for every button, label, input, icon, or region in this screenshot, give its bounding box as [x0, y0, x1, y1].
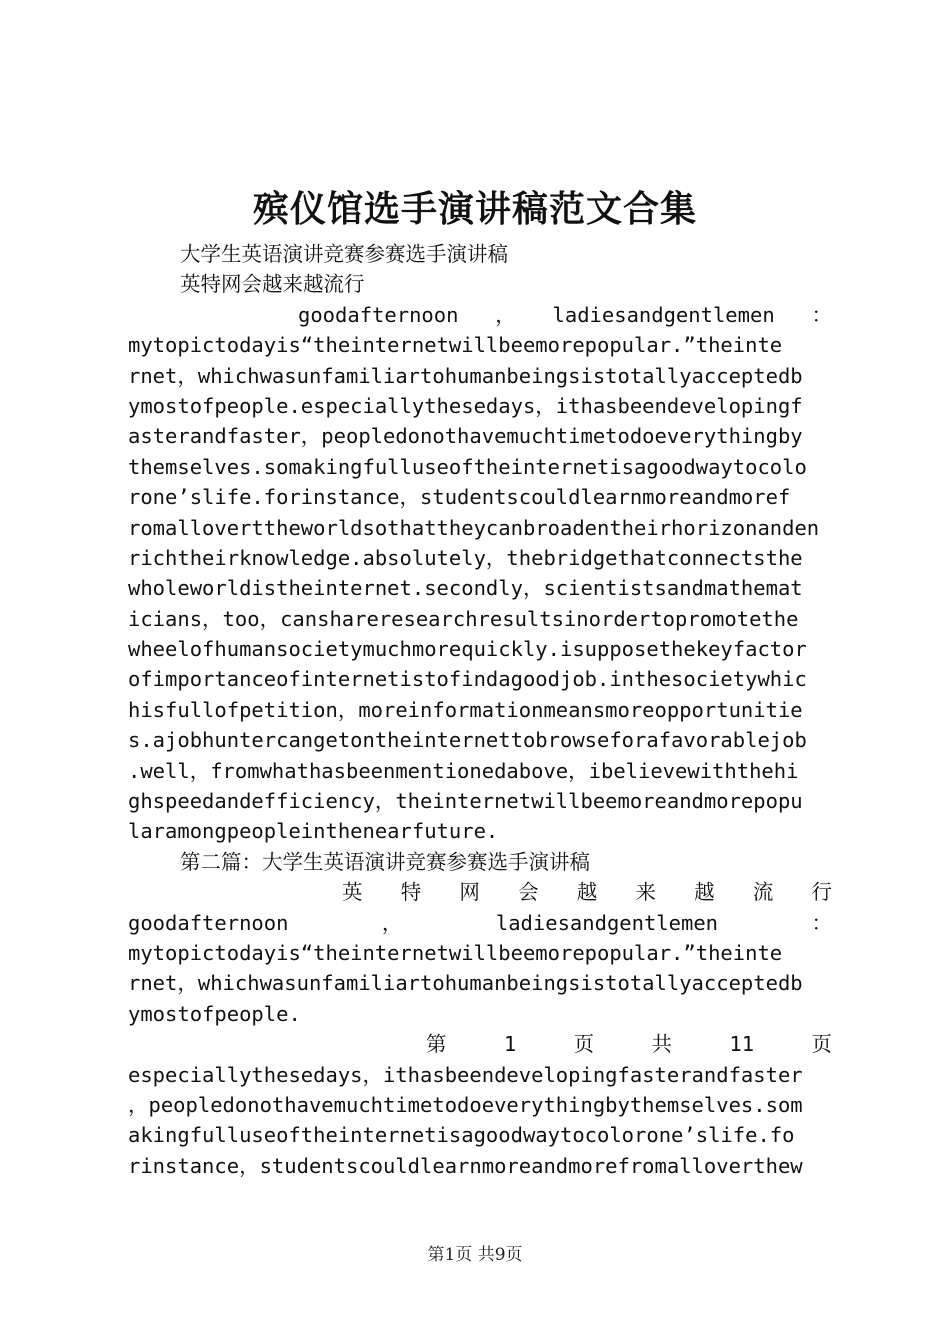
- greeting-part: ：: [811, 302, 832, 327]
- page-mark-part: 11: [729, 1032, 755, 1057]
- spread-char: 越: [694, 880, 715, 905]
- paragraph-line: ymostofpeople.especiallythesedays，ithasbeendevelopingf: [128, 393, 803, 418]
- page-mark-part: 页: [573, 1032, 595, 1057]
- paragraph-line: s.ajobhuntercangetontheinternettobrowseforafavorablejob: [128, 728, 807, 753]
- greeting-part: ，: [381, 910, 403, 935]
- greeting-part: ladiesandgentlemen: [552, 302, 775, 327]
- section-heading: 第二篇：大学生英语演讲竞赛参赛选手演讲稿: [180, 849, 590, 874]
- paragraph-line: especiallythesedays，ithasbeendevelopingfasterandfaster: [128, 1062, 803, 1087]
- page-mark-part: 第: [426, 1032, 447, 1057]
- paragraph-line: ，peopledonothavemuchtimetodoeverythingbythemselves.som: [128, 1092, 803, 1117]
- paragraph-line: ymostofpeople.: [128, 1001, 301, 1026]
- paragraph-line: laramongpeopleinthenearfuture.: [128, 819, 499, 844]
- greeting-part: goodafternoon: [298, 302, 459, 327]
- spread-char: 来: [635, 880, 656, 905]
- paragraph-line: romalloverttheworldsothattheycanbroadentheirhorizonanden: [128, 515, 820, 540]
- spread-char: 流: [752, 880, 774, 905]
- paragraph-line: asterandfaster，peopledonothavemuchtimetodoeverythingby: [128, 424, 803, 449]
- page-mark-part: 页: [811, 1032, 832, 1057]
- section-heading: 大学生英语演讲竞赛参赛选手演讲稿: [180, 242, 508, 266]
- paragraph-line: rnet，whichwasunfamiliartohumanbeingsistotallyacceptedb: [128, 971, 803, 996]
- page-footer: 第1页 共9页: [427, 1245, 523, 1265]
- paragraph-line: icians，too，canshareresearchresultsinordertopromotethe: [128, 606, 799, 631]
- spread-char: 行: [811, 880, 832, 905]
- paragraph-line: rone’slife.forinstance，studentscouldlearnmoreandmoref: [128, 485, 791, 510]
- spread-char: 网: [459, 880, 480, 905]
- greeting-line: [128, 908, 832, 938]
- page-mark-part: 共: [651, 1032, 673, 1057]
- spread-char: 越: [576, 880, 598, 905]
- greeting-line: [128, 300, 832, 330]
- spread-char: 英: [342, 880, 363, 905]
- spread-title: [128, 877, 832, 907]
- paragraph-line: .well，fromwhathasbeenmentionedabove，ibelievewiththehi: [128, 758, 799, 783]
- paragraph-line: mytopictodayis“theinternetwillbeemorepopular.”theinte: [128, 333, 783, 358]
- document-title: 殡仪馆选手演讲稿范文合集: [252, 188, 697, 230]
- paragraph-line: rinstance，studentscouldlearnmoreandmorefromalloverthew: [128, 1153, 803, 1178]
- section-subheading: 英特网会越来越流行: [180, 272, 365, 297]
- spread-char: 特: [400, 880, 422, 905]
- paragraph-line: wholeworldistheinternet.secondly，scientistsandmathemat: [128, 576, 803, 601]
- paragraph-line: hisfullofpetition，moreinformationmeansmoreopportunitie: [128, 697, 803, 722]
- paragraph-line: ghspeedandefficiency，theinternetwillbeemoreandmorepopu: [128, 789, 803, 814]
- paragraph-line: akingfulluseoftheinternetisagoodwaytocolorone’slife.fo: [128, 1123, 795, 1148]
- document-body: [128, 239, 832, 1181]
- paragraph-line: mytopictodayis“theinternetwillbeemorepopular.”theinte: [128, 940, 783, 965]
- greeting-part: ：: [811, 910, 832, 935]
- greeting-part: ladiesandgentlemen: [495, 910, 719, 935]
- paragraph-line: rnet，whichwasunfamiliartohumanbeingsistotallyacceptedb: [128, 363, 803, 388]
- paragraph-line: richtheirknowledge.absolutely，thebridgethatconnectsthe: [128, 545, 803, 570]
- paragraph-line: wheelofhumansocietymuchmorequickly.isupposethekeyfactor: [128, 637, 807, 662]
- greeting-part: ，: [495, 302, 516, 327]
- paragraph-line: themselves.somakingfulluseoftheinternetisagoodwaytocolo: [128, 454, 807, 479]
- greeting-part: goodafternoon: [128, 910, 289, 935]
- page-mark-part: 1: [503, 1032, 517, 1057]
- spread-char: 会: [518, 880, 539, 905]
- paragraph-line: ofimportanceofinternetistofindagoodjob.inthesocietywhic: [128, 667, 807, 692]
- inline-page-mark: [128, 1029, 832, 1059]
